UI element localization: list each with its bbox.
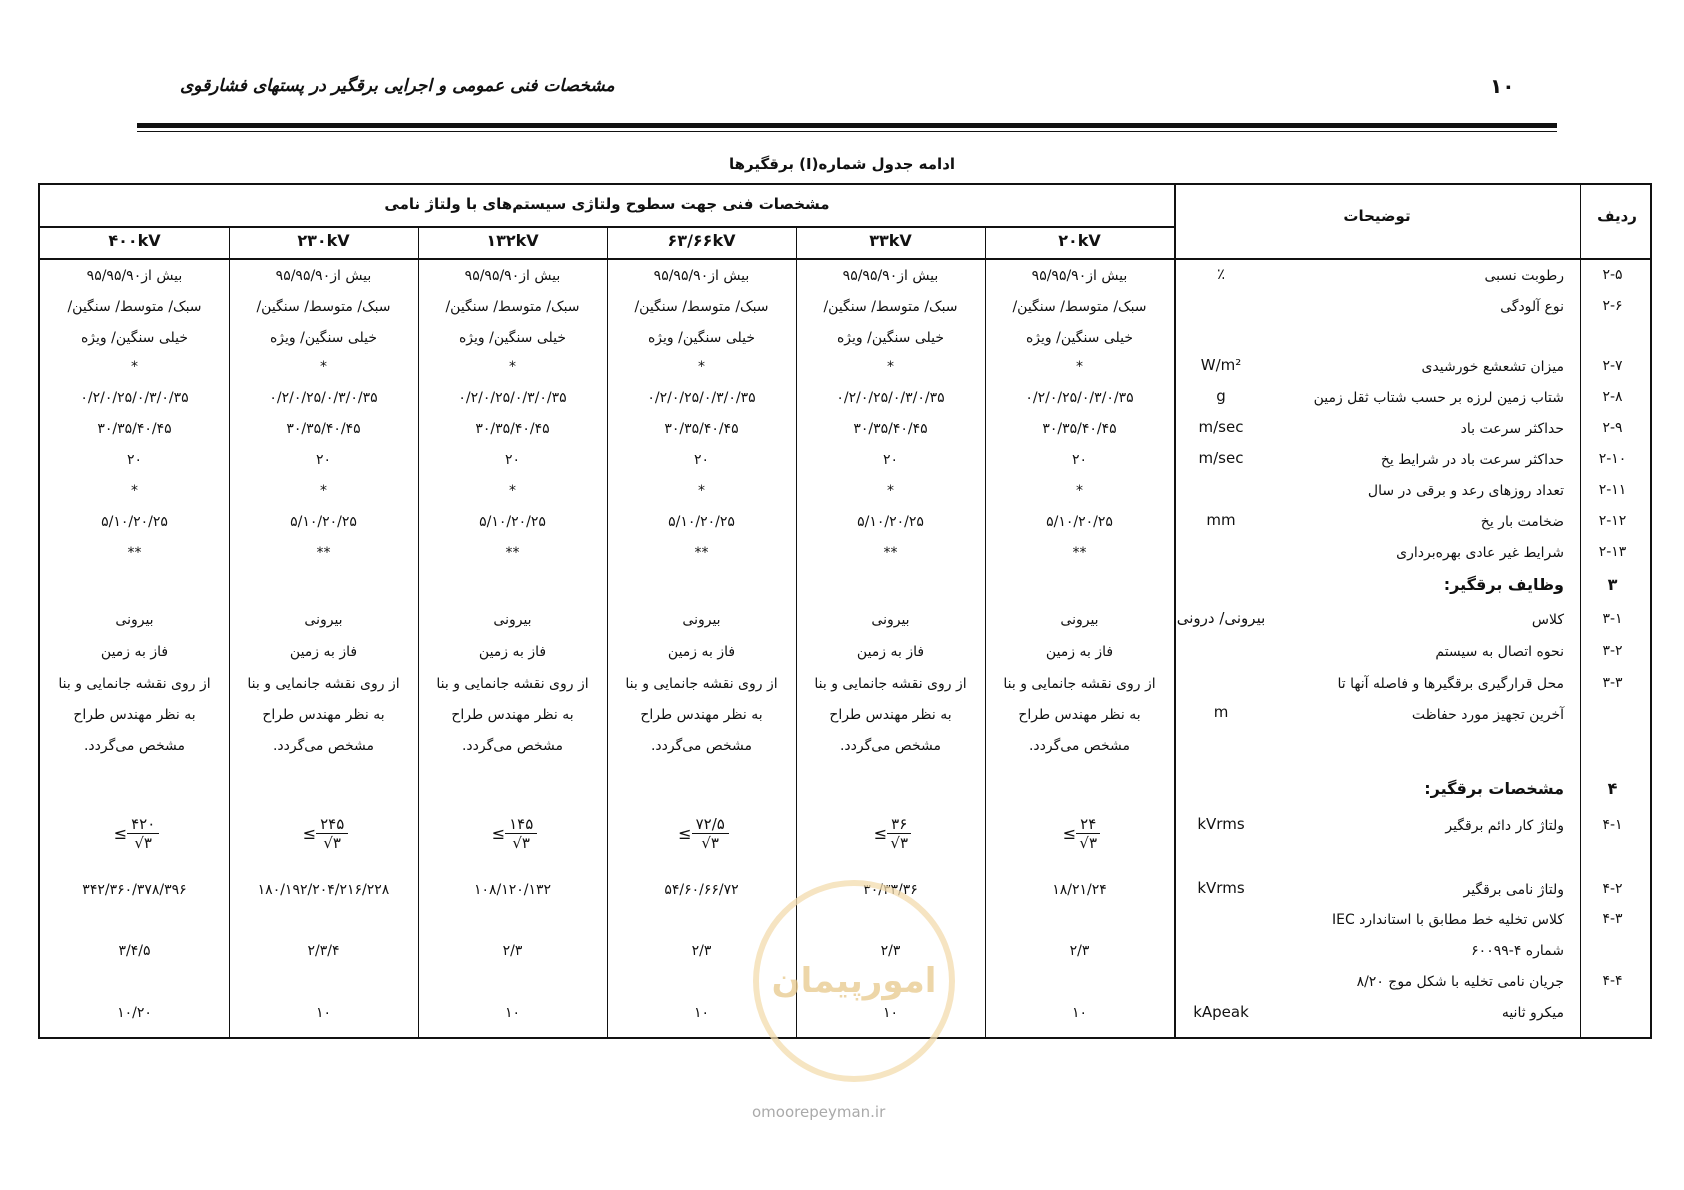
- row-description-cont: شماره ۴-۶۰۰۹۹: [1471, 943, 1564, 959]
- row-description: کلاس: [1531, 612, 1564, 628]
- cell-value-cont: خیلی سنگین/ ویژه: [269, 330, 378, 346]
- cell-value: بیش از۹۵/۹۵/۹۰: [842, 268, 939, 284]
- cell-value: از روی نقشه جانمایی و بنا: [1003, 676, 1156, 692]
- fraction-cell: [418, 815, 607, 852]
- cell-value: *: [1076, 359, 1083, 375]
- cell-value: ۲۰: [882, 452, 899, 468]
- cell-value: ۵/۱۰/۲۰/۲۵: [290, 514, 357, 530]
- cell-value: **: [316, 545, 331, 561]
- less-equal-sign: ≤: [1062, 824, 1077, 843]
- col-row-header: ردیف: [1597, 207, 1637, 225]
- cell-value: سبک/ متوسط/ سنگین/: [445, 299, 580, 315]
- cell-value: **: [883, 545, 898, 561]
- cell-value: بیرونی: [871, 612, 910, 628]
- cell-value-cont: به نظر مهندس طراح: [1018, 707, 1141, 723]
- cell-value: فاز به زمین: [289, 644, 358, 660]
- watermark-site: omoorepeyman.ir: [752, 1103, 886, 1121]
- row-description: رطوبت نسبی: [1484, 268, 1564, 284]
- cell-value: از روی نقشه جانمایی و بنا: [247, 676, 400, 692]
- cell-value: *: [509, 359, 516, 375]
- cell-value: سبک/ متوسط/ سنگین/: [1012, 299, 1147, 315]
- cell-value: *: [1076, 483, 1083, 499]
- cell-value: **: [694, 545, 709, 561]
- fraction-denominator: √۳: [323, 834, 341, 852]
- row-unit: m: [1213, 703, 1229, 721]
- cell-value: ۲۰: [693, 452, 710, 468]
- cell-value-cont: به نظر مهندس طراح: [451, 707, 574, 723]
- voltage-header: ۲۳۰kV: [297, 231, 350, 250]
- voltage-header: ۶۳/۶۶kV: [667, 231, 736, 250]
- row-unit: mm: [1206, 511, 1236, 529]
- row-unit: g: [1216, 387, 1226, 405]
- cell-value: ۳۰/۳۵/۴۰/۴۵: [97, 421, 172, 437]
- row-number: ۲-۱۰: [1598, 451, 1627, 467]
- row-number: ۴-۱: [1602, 817, 1623, 833]
- row-number: ۲-۶: [1602, 298, 1623, 314]
- voltage-header: ۴۰۰kV: [108, 231, 161, 250]
- section-number: ۳: [1607, 575, 1618, 594]
- cell-value: ۳۰/۳۳/۳۶: [863, 882, 918, 898]
- cell-value: **: [505, 545, 520, 561]
- section-number: ۴: [1607, 779, 1618, 798]
- cell-value: بیش از۹۵/۹۵/۹۰: [464, 268, 561, 284]
- cell-value: بیرونی: [115, 612, 154, 628]
- row-description: ولتاژ کار دائم برقگیر: [1445, 818, 1564, 834]
- cell-value-cont: مشخص می‌گردد.: [1028, 738, 1131, 754]
- row-unit: W/m²: [1200, 356, 1242, 374]
- fraction-numerator: ۷۲/۵: [692, 815, 729, 834]
- col-spec-header: مشخصات فنی جهت سطوح ولتاژی سیستم‌های با ولتاژ نامی: [384, 195, 830, 213]
- fraction-numerator: ۱۴۵: [505, 815, 537, 834]
- row-description: نوع آلودگی: [1500, 299, 1564, 315]
- cell-value: ۰/۲/۰/۲۵/۰/۳/۰/۳۵: [458, 390, 567, 406]
- cell-value: سبک/ متوسط/ سنگین/: [823, 299, 958, 315]
- cell-value-cont: مشخص می‌گردد.: [650, 738, 753, 754]
- section-title: مشخصات برقگیر:: [1424, 779, 1564, 798]
- cell-value: فاز به زمین: [100, 644, 169, 660]
- running-title: مشخصات فنی عمومی و اجرایی برقگیر در پستهای فشارقوی: [180, 76, 615, 96]
- cell-value: ۳۰/۳۵/۴۰/۴۵: [853, 421, 928, 437]
- cell-value-cont: به نظر مهندس طراح: [640, 707, 763, 723]
- row-number: ۲-۵: [1602, 267, 1623, 283]
- cell-value: ۳۰/۳۵/۴۰/۴۵: [664, 421, 739, 437]
- cell-value: فاز به زمین: [1045, 644, 1114, 660]
- cell-value: ۲/۳: [691, 943, 712, 959]
- cell-value: ۱۰/۲۰: [117, 1005, 152, 1021]
- fraction-denominator: √۳: [890, 834, 909, 852]
- less-equal-sign: ≤: [113, 824, 128, 843]
- header-rule: [137, 123, 1557, 128]
- cell-value: بیرونی: [304, 612, 343, 628]
- cell-value: *: [698, 359, 705, 375]
- row-unit: kVrms: [1197, 879, 1245, 897]
- cell-value: بیش از۹۵/۹۵/۹۰: [86, 268, 183, 284]
- row-unit: kVrms: [1197, 815, 1245, 833]
- cell-value: ۲۰: [315, 452, 332, 468]
- cell-value: *: [320, 359, 327, 375]
- cell-value: فاز به زمین: [478, 644, 547, 660]
- cell-value: ۲/۳: [1069, 943, 1090, 959]
- cell-value: از روی نقشه جانمایی و بنا: [58, 676, 211, 692]
- col-desc-header: توضیحات: [1343, 207, 1411, 225]
- fraction-numerator: ۴۲۰: [127, 815, 159, 834]
- row-unit: m/sec: [1198, 418, 1244, 436]
- row-description-cont: آخرین تجهیز مورد حفاظت: [1411, 707, 1564, 723]
- cell-value: ۲/۳/۴: [307, 943, 340, 959]
- fraction-denominator: √۳: [134, 834, 152, 852]
- cell-value-cont: مشخص می‌گردد.: [83, 738, 186, 754]
- cell-value: ۱۸۰/۱۹۲/۲۰۴/۲۱۶/۲۲۸: [257, 882, 390, 898]
- cell-value: سبک/ متوسط/ سنگین/: [256, 299, 391, 315]
- cell-value: بیرونی: [1060, 612, 1099, 628]
- cell-value: سبک/ متوسط/ سنگین/: [634, 299, 769, 315]
- row-number: ۳-۱: [1602, 611, 1623, 627]
- cell-value: بیش از۹۵/۹۵/۹۰: [1031, 268, 1128, 284]
- cell-value: ۱۰: [315, 1005, 332, 1021]
- cell-value: بیرونی: [493, 612, 532, 628]
- cell-value: *: [320, 483, 327, 499]
- cell-value-cont: به نظر مهندس طراح: [829, 707, 952, 723]
- row-number: ۲-۱۱: [1598, 482, 1627, 498]
- row-number: ۲-۸: [1602, 389, 1623, 405]
- cell-value: *: [509, 483, 516, 499]
- row-description: ضخامت بار یخ: [1480, 514, 1564, 530]
- cell-value-cont: مشخص می‌گردد.: [461, 738, 564, 754]
- cell-value: ۲/۳: [502, 943, 523, 959]
- cell-value-cont: به نظر مهندس طراح: [262, 707, 385, 723]
- fraction-cell: [40, 815, 229, 852]
- cell-value: ۱۰: [504, 1005, 521, 1021]
- row-unit: kApeak: [1193, 1003, 1249, 1021]
- row-number: ۴-۳: [1602, 911, 1623, 927]
- row-description: محل قرارگیری برقگیرها و فاصله آنها تا: [1337, 676, 1564, 692]
- row-number: ۲-۹: [1602, 420, 1623, 436]
- cell-value: ۱۰: [1071, 1005, 1088, 1021]
- cell-value: ۳۴۲/۳۶۰/۳۷۸/۳۹۶: [82, 882, 187, 898]
- row-number: ۲-۷: [1602, 358, 1623, 374]
- voltage-header: ۲۰kV: [1058, 231, 1101, 250]
- cell-value: ۵/۱۰/۲۰/۲۵: [479, 514, 546, 530]
- row-number: ۳-۲: [1602, 643, 1623, 659]
- cell-value: از روی نقشه جانمایی و بنا: [436, 676, 589, 692]
- fraction-numerator: ۳۶: [887, 815, 911, 834]
- cell-value: ۳۰/۳۵/۴۰/۴۵: [1042, 421, 1117, 437]
- less-equal-sign: ≤: [678, 824, 692, 843]
- row-description: حداکثر سرعت باد: [1460, 421, 1564, 437]
- cell-value: ۲۰: [126, 452, 143, 468]
- cell-value: ۱۰: [882, 1005, 899, 1021]
- cell-value: ۲۰: [504, 452, 521, 468]
- cell-value: ۵/۱۰/۲۰/۲۵: [101, 514, 168, 530]
- fraction-cell: [607, 815, 796, 852]
- less-equal-sign: ≤: [873, 824, 888, 843]
- cell-value: ۲۰: [1071, 452, 1088, 468]
- row-number: ۲-۱۳: [1598, 544, 1627, 560]
- cell-value: **: [1072, 545, 1087, 561]
- row-number: ۳-۳: [1602, 675, 1623, 691]
- cell-value: ۵/۱۰/۲۰/۲۵: [1046, 514, 1113, 530]
- fraction-cell: [229, 815, 418, 852]
- row-description: حداکثر سرعت باد در شرایط یخ: [1380, 452, 1564, 468]
- cell-value: *: [887, 483, 894, 499]
- section-title: وظایف برقگیر:: [1443, 575, 1564, 594]
- fraction-cell: [985, 815, 1174, 852]
- cell-value: ۲/۳: [880, 943, 901, 959]
- cell-value: بیش از۹۵/۹۵/۹۰: [275, 268, 372, 284]
- cell-value: فاز به زمین: [856, 644, 925, 660]
- fraction-numerator: ۲۴: [1076, 815, 1100, 834]
- cell-value: ۳۰/۳۵/۴۰/۴۵: [286, 421, 361, 437]
- row-number: ۲-۱۲: [1598, 513, 1627, 529]
- cell-value: ۵/۱۰/۲۰/۲۵: [668, 514, 735, 530]
- fraction-denominator: √۳: [512, 834, 530, 852]
- row-description: میزان تشعشع خورشیدی: [1421, 359, 1564, 375]
- row-description: جریان نامی تخلیه با شکل موج ۸/۲۰: [1356, 974, 1564, 990]
- row-description: نحوه اتصال به سیستم: [1435, 644, 1564, 660]
- fraction-denominator: √۳: [701, 834, 719, 852]
- fraction-numerator: ۲۴۵: [316, 815, 348, 834]
- cell-value-cont: خیلی سنگین/ ویژه: [80, 330, 189, 346]
- voltage-header: ۳۳kV: [869, 231, 912, 250]
- cell-value-cont: خیلی سنگین/ ویژه: [836, 330, 945, 346]
- less-equal-sign: ≤: [491, 824, 506, 843]
- row-number: ۴-۲: [1602, 881, 1623, 897]
- cell-value: از روی نقشه جانمایی و بنا: [814, 676, 967, 692]
- cell-value: بیش از۹۵/۹۵/۹۰: [653, 268, 750, 284]
- cell-value: ۰/۲/۰/۲۵/۰/۳/۰/۳۵: [647, 390, 756, 406]
- row-description: شتاب زمین لرزه بر حسب شتاب ثقل زمین: [1313, 390, 1564, 406]
- cell-value: ۰/۲/۰/۲۵/۰/۳/۰/۳۵: [1025, 390, 1134, 406]
- cell-value: ۱۰۸/۱۲۰/۱۳۲: [473, 882, 552, 898]
- table-caption: ادامه جدول شماره(I) برقگیرها: [728, 155, 956, 173]
- cell-value-cont: خیلی سنگین/ ویژه: [647, 330, 756, 346]
- cell-value: ۱۸/۲۱/۲۴: [1052, 882, 1107, 898]
- fraction-cell: [796, 815, 985, 852]
- cell-value: ۰/۲/۰/۲۵/۰/۳/۰/۳۵: [269, 390, 378, 406]
- row-number: ۴-۴: [1602, 973, 1623, 989]
- cell-value-cont: مشخص می‌گردد.: [839, 738, 942, 754]
- cell-value: فاز به زمین: [667, 644, 736, 660]
- row-description-cont: میکرو ثانیه: [1501, 1005, 1564, 1021]
- cell-value: ۵۴/۶۰/۶۶/۷۲: [664, 882, 739, 898]
- voltage-header: ۱۳۲kV: [486, 231, 539, 250]
- cell-value: *: [698, 483, 705, 499]
- less-equal-sign: ≤: [302, 824, 317, 843]
- row-description: کلاس تخلیه خط مطابق با استاندارد IEC: [1331, 912, 1564, 928]
- cell-value-cont: خیلی سنگین/ ویژه: [1025, 330, 1134, 346]
- cell-value: از روی نقشه جانمایی و بنا: [625, 676, 778, 692]
- header-rule-thin: [137, 131, 1557, 132]
- row-description: تعداد روزهای رعد و برقی در سال: [1367, 483, 1564, 499]
- cell-value: ۳/۴/۵: [118, 943, 151, 959]
- page-number: ۱۰: [1490, 74, 1515, 98]
- cell-value: *: [131, 483, 138, 499]
- cell-value: *: [131, 359, 138, 375]
- cell-value: *: [887, 359, 894, 375]
- row-unit: بیرونی/ درونی: [1176, 609, 1266, 627]
- cell-value: **: [127, 545, 142, 561]
- row-unit: m/sec: [1198, 449, 1244, 467]
- cell-value-cont: خیلی سنگین/ ویژه: [458, 330, 567, 346]
- cell-value-cont: به نظر مهندس طراح: [73, 707, 196, 723]
- cell-value: ۳۰/۳۵/۴۰/۴۵: [475, 421, 550, 437]
- watermark-seal: امورپیمان: [753, 880, 955, 1082]
- row-description: شرایط غیر عادی بهره‌برداری: [1396, 545, 1564, 561]
- cell-value: ۵/۱۰/۲۰/۲۵: [857, 514, 924, 530]
- cell-value: سبک/ متوسط/ سنگین/: [67, 299, 202, 315]
- cell-value: ۰/۲/۰/۲۵/۰/۳/۰/۳۵: [836, 390, 945, 406]
- row-unit: ٪: [1216, 265, 1226, 283]
- cell-value: ۰/۲/۰/۲۵/۰/۳/۰/۳۵: [80, 390, 189, 406]
- cell-value: ۱۰: [693, 1005, 710, 1021]
- cell-value: بیرونی: [682, 612, 721, 628]
- row-description: ولتاژ نامی برقگیر: [1463, 882, 1564, 898]
- fraction-denominator: √۳: [1079, 834, 1098, 852]
- cell-value-cont: مشخص می‌گردد.: [272, 738, 375, 754]
